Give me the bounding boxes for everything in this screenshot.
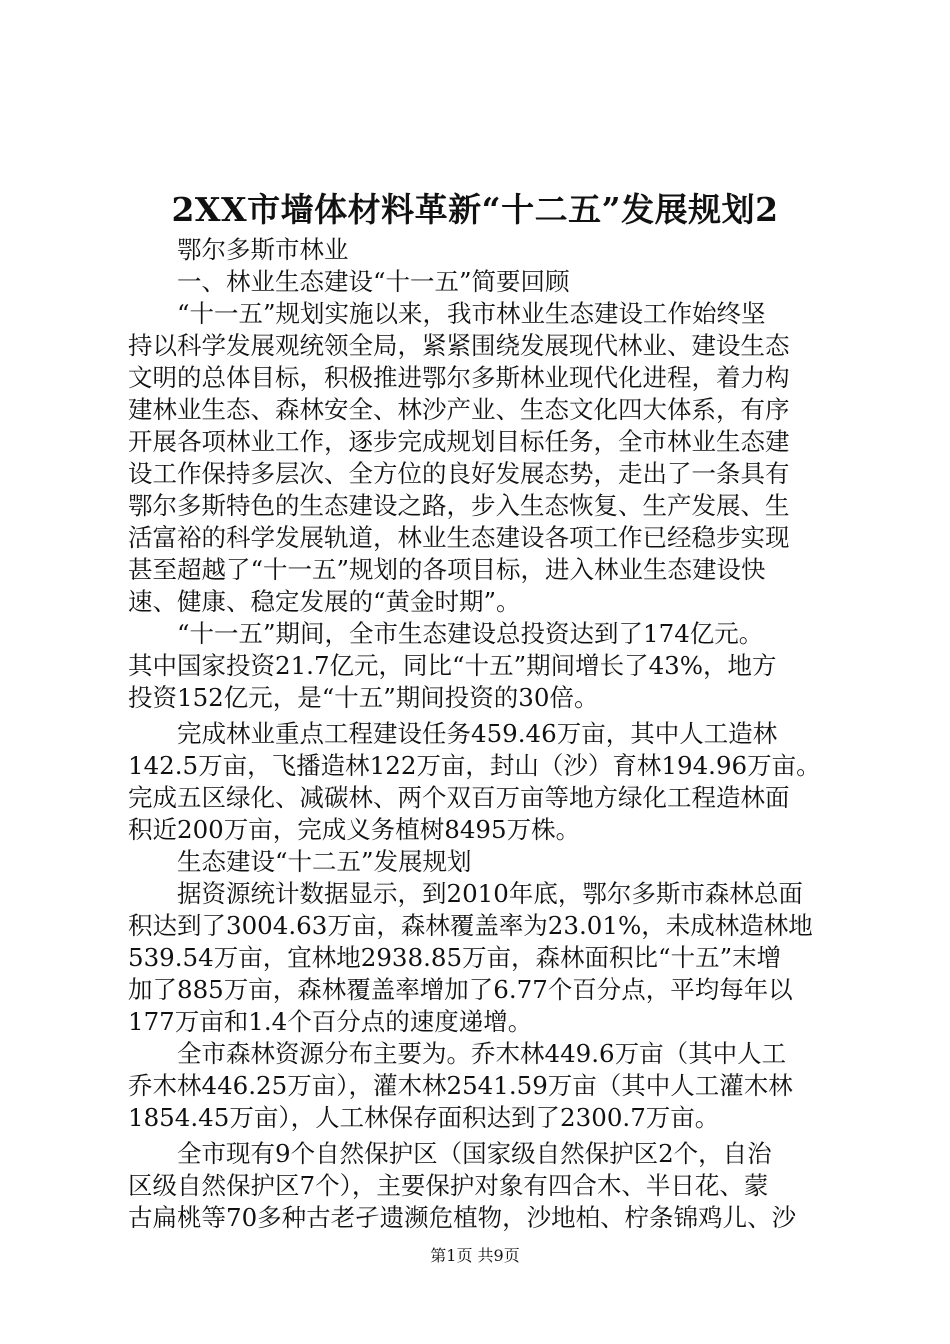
text-line: 投资152亿元，是“十五”期间投资的30倍。 — [128, 683, 599, 712]
text-line: 全市森林资源分布主要为。乔木林449.6万亩（其中人工 — [128, 1039, 787, 1068]
text-line: 设工作保持多层次、全方位的良好发展态势，走出了一条具有 — [128, 459, 790, 488]
document-body — [128, 234, 840, 1234]
text-line: 全市现有9个自然保护区（国家级自然保护区2个，自治 — [128, 1139, 772, 1168]
text-line: 乔木林446.25万亩），灌木林2541.59万亩（其中人工灌木林 — [128, 1071, 793, 1100]
text-line: 539.54万亩，宜林地2938.85万亩，森林面积比“十五”末增 — [128, 943, 782, 972]
text-line: “十一五”期间，全市生态建设总投资达到了174亿元。 — [128, 619, 764, 648]
text-line: 开展各项林业工作，逐步完成规划目标任务，全市林业生态建 — [128, 427, 790, 456]
text-line: 区级自然保护区7个），主要保护对象有四合木、半日花、蒙 — [128, 1171, 769, 1200]
text-line: 活富裕的科学发展轨道，林业生态建设各项工作已经稳步实现 — [128, 523, 790, 552]
text-line: 177万亩和1.4个百分点的速度递增。 — [128, 1007, 533, 1036]
text-line: 完成五区绿化、减碳林、两个双百万亩等地方绿化工程造林面 — [128, 783, 790, 812]
section-heading: 生态建设“十二五”发展规划 — [128, 847, 472, 876]
document-title: 2XX市墙体材料革新“十二五”发展规划2 — [171, 190, 779, 229]
text-line: 完成林业重点工程建设任务459.46万亩，其中人工造林 — [128, 719, 778, 748]
text-line: 据资源统计数据显示，到2010年底，鄂尔多斯市森林总面 — [128, 879, 803, 908]
text-line: 建林业生态、森林安全、林沙产业、生态文化四大体系，有序 — [128, 395, 790, 424]
text-line: 加了885万亩，森林覆盖率增加了6.77个百分点，平均每年以 — [128, 975, 793, 1004]
text-line: 甚至超越了“十一五”规划的各项目标，进入林业生态建设快 — [128, 555, 766, 584]
text-line: 文明的总体目标，积极推进鄂尔多斯林业现代化进程，着力构 — [128, 363, 790, 392]
text-line: 持以科学发展观统领全局，紧紧围绕发展现代林业、建设生态 — [128, 331, 790, 360]
text-line: 鄂尔多斯特色的生态建设之路，步入生态恢复、生产发展、生 — [128, 491, 790, 520]
text-line: 142.5万亩，飞播造林122万亩，封山（沙）育林194.96万亩。 — [128, 751, 821, 780]
text-line: 古扁桃等70多种古老孑遗濒危植物，沙地柏、柠条锦鸡儿、沙 — [128, 1203, 797, 1232]
text-line: 积近200万亩，完成义务植树8495万株。 — [128, 815, 581, 844]
text-line: 其中国家投资21.7亿元，同比“十五”期间增长了43%，地方 — [128, 651, 777, 680]
text-line: 鄂尔多斯市林业 — [128, 235, 349, 264]
text-line: 一、林业生态建设“十一五”简要回顾 — [128, 267, 570, 296]
text-line: “十一五”规划实施以来，我市林业生态建设工作始终坚 — [128, 299, 766, 328]
page-number-footer: 第1页 共9页 — [430, 1246, 520, 1265]
text-line: 1854.45万亩），人工林保存面积达到了2300.7万亩。 — [128, 1103, 720, 1132]
text-line: 积达到了3004.63万亩，森林覆盖率为23.01%，未成林造林地 — [128, 911, 813, 940]
text-line: 速、健康、稳定发展的“黄金时期”。 — [128, 587, 521, 616]
